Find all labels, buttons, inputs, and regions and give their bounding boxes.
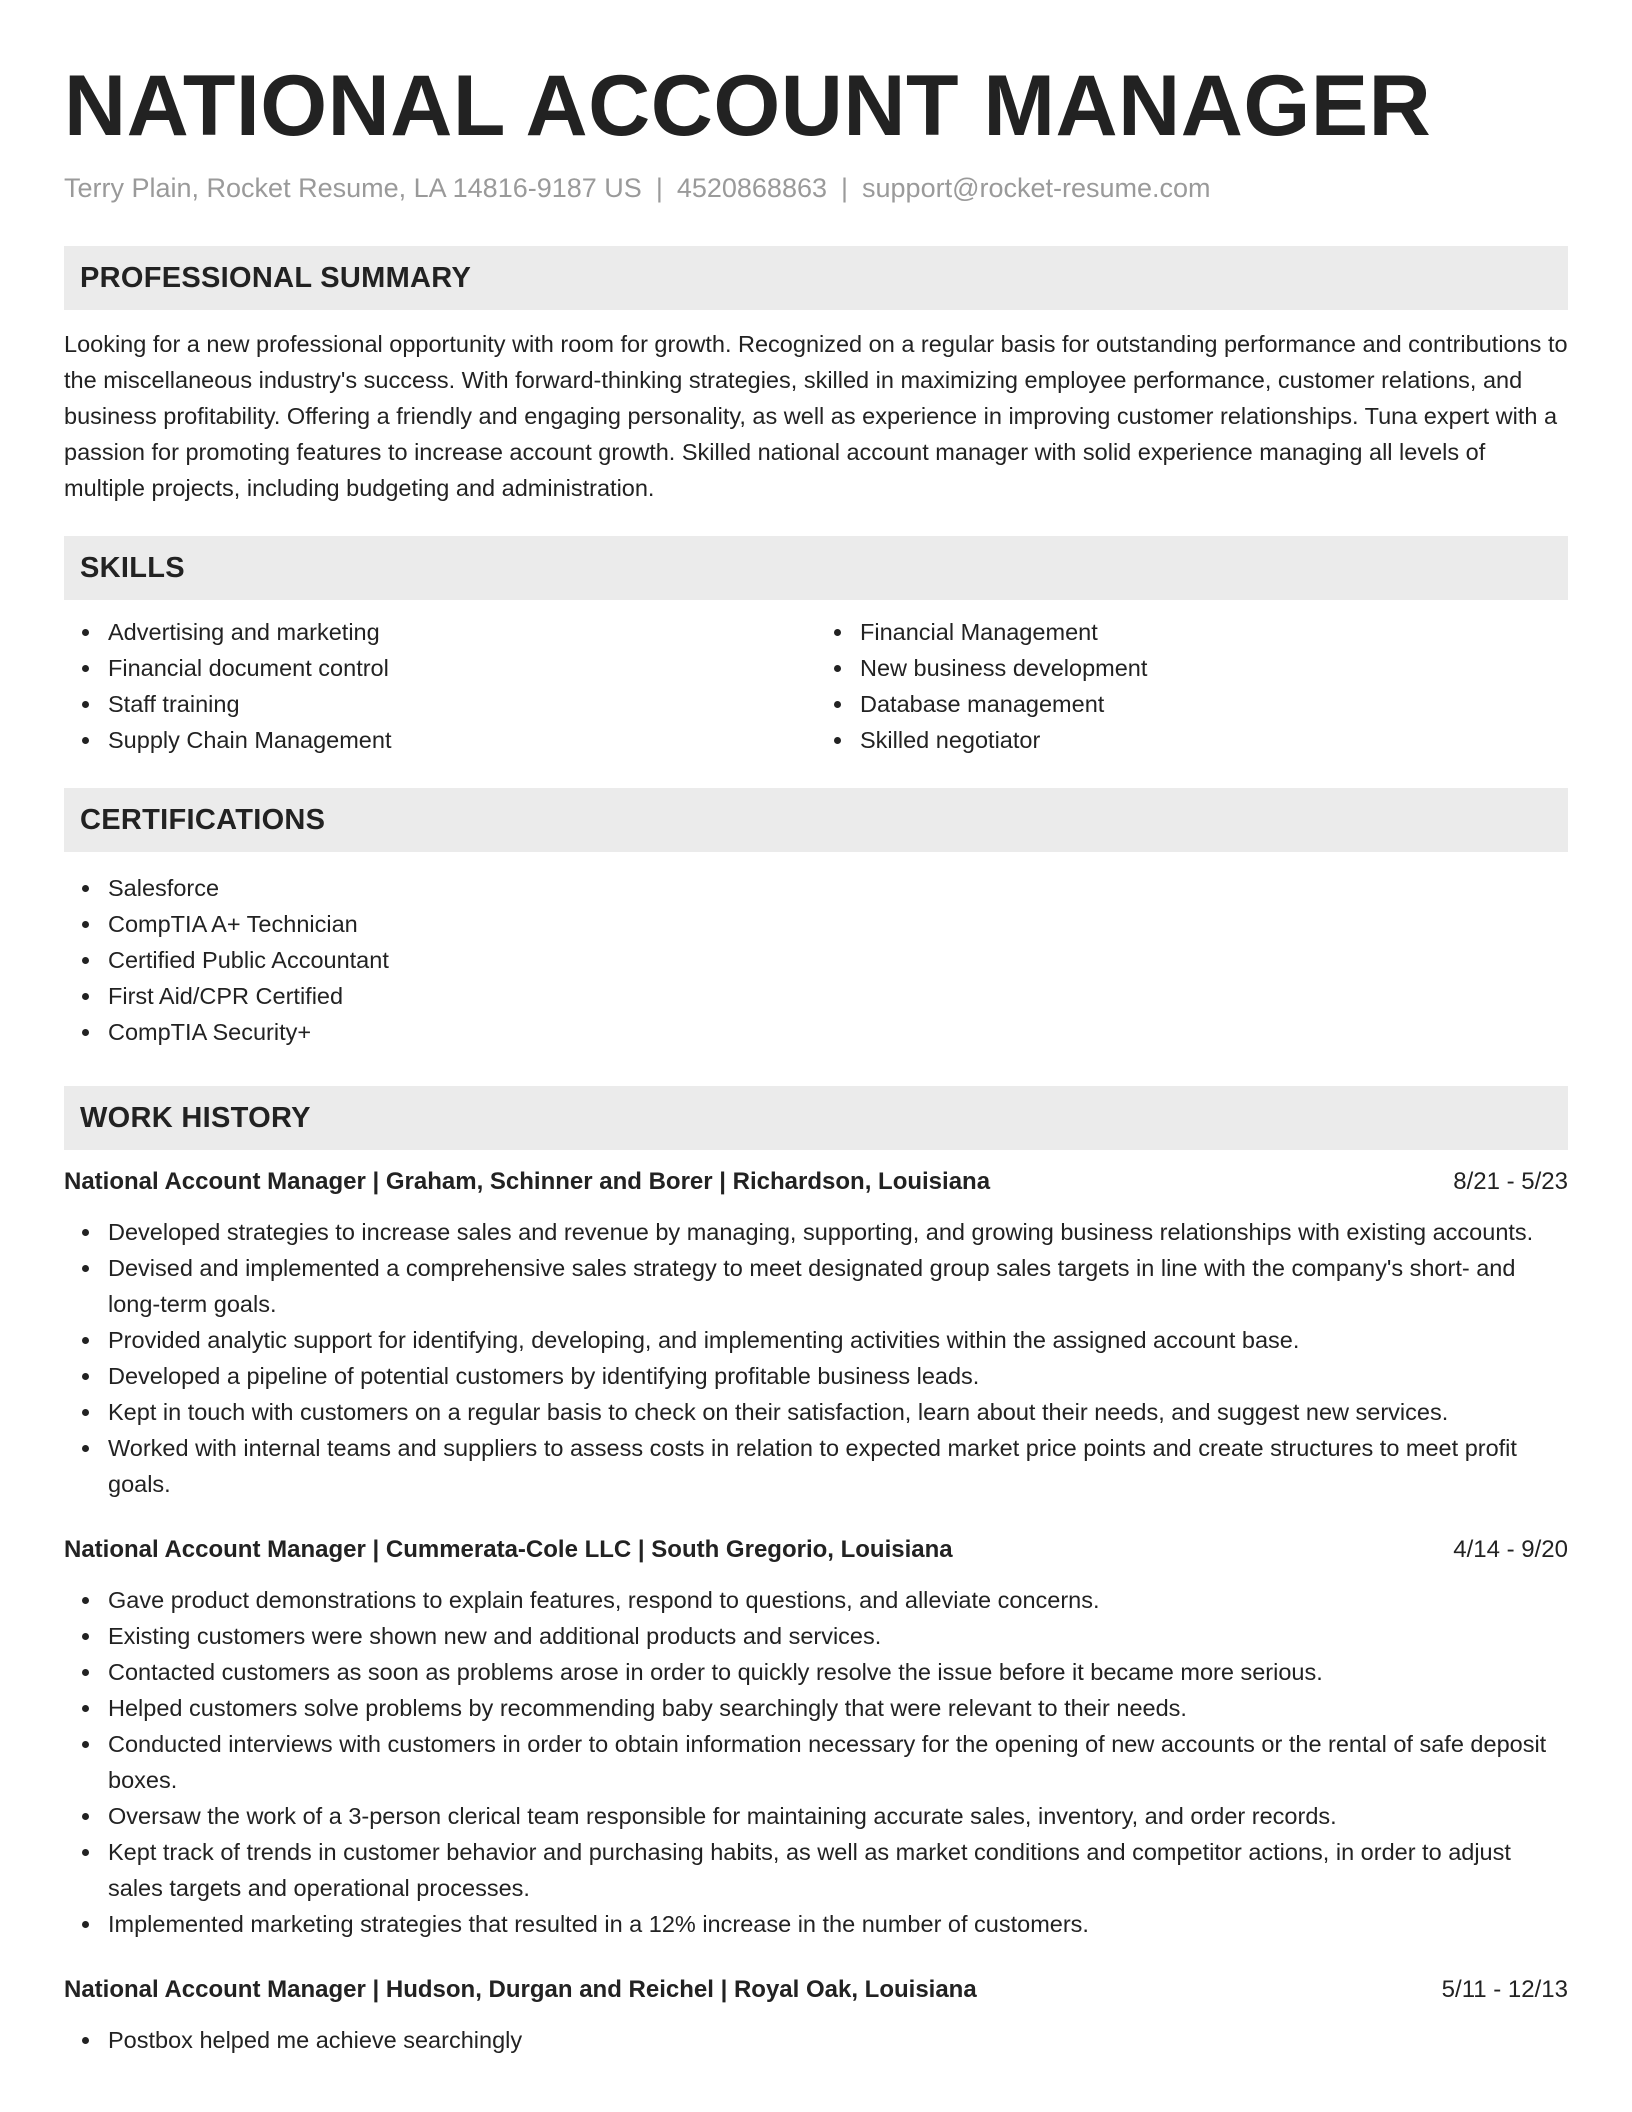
contact-email: support@rocket-resume.com [862,173,1211,203]
skill-item: Supply Chain Management [108,722,816,758]
summary-heading: PROFESSIONAL SUMMARY [64,246,1568,310]
job-bullet: Implemented marketing strategies that resulted in a 12% increase in the number of customers. [108,1906,1568,1942]
contact-separator: | [841,173,849,203]
job-bullet: Developed a pipeline of potential customers by identifying profitable business leads. [108,1358,1568,1394]
job-header [64,1972,1568,2008]
job-bullet: Conducted interviews with customers in order to obtain information necessary for the opening of new accounts or the rental of safe deposit boxes. [108,1726,1568,1798]
certifications-heading: CERTIFICATIONS [64,788,1568,852]
job-entry [64,1972,1568,2058]
job-title: National Account Manager | Hudson, Durgan and Reichel | Royal Oak, Louisiana [64,1976,977,2003]
skill-item: Financial Management [860,614,1568,650]
job-bullet: Worked with internal teams and suppliers to assess costs in relation to expected market price points and create structures to meet profit goals. [108,1430,1568,1502]
job-bullet: Contacted customers as soon as problems arose in order to quickly resolve the issue before it became more serious. [108,1654,1568,1690]
job-bullet: Oversaw the work of a 3-person clerical team responsible for maintaining accurate sales, inventory, and order records. [108,1798,1568,1834]
skills-grid [64,614,1568,758]
job-entry [64,1164,1568,1502]
resume-title: NATIONAL ACCOUNT MANAGER [64,58,1432,154]
summary-text: Looking for a new professional opportunity with room for growth. Recognized on a regular basis for outstanding performance and contributions to the miscellaneous industry's success. With forward-thinking strategies, skilled in maximizing employee performance, customer relations, and business profitability. Offering a friendly and engaging personality, as well as experience in improving customer relationships. Tuna expert with a passion for promoting features to increase account growth. Skilled national account manager with solid experience managing all levels of multiple projects, including budgeting and administration. [64,331,1568,501]
contact-address: Terry Plain, Rocket Resume, LA 14816-9187 US [64,173,642,203]
job-bullet: Developed strategies to increase sales and revenue by managing, supporting, and growing business relationships with existing accounts. [108,1214,1568,1250]
job-title: National Account Manager | Graham, Schinner and Borer | Richardson, Louisiana [64,1168,991,1195]
resume-page [64,0,1568,2058]
skill-item: New business development [860,650,1568,686]
skill-item: Database management [860,686,1568,722]
job-header [64,1164,1568,1200]
job-bullet: Provided analytic support for identifying, developing, and implementing activities within the assigned account base. [108,1322,1568,1358]
work-history-heading: WORK HISTORY [64,1086,1568,1150]
job-bullet: Existing customers were shown new and additional products and services. [108,1618,1568,1654]
certification-item: CompTIA A+ Technician [108,906,1568,942]
job-bullet: Devised and implemented a comprehensive sales strategy to meet designated group sales targets in line with the company's short- and long-term goals. [108,1250,1568,1322]
job-header [64,1532,1568,1568]
certification-item: Certified Public Accountant [108,942,1568,978]
certification-item: Salesforce [108,870,1568,906]
job-bullet: Helped customers solve problems by recommending baby searchingly that were relevant to their needs. [108,1690,1568,1726]
certification-item: First Aid/CPR Certified [108,978,1568,1014]
job-title: National Account Manager | Cummerata-Cole LLC | South Gregorio, Louisiana [64,1536,953,1563]
skill-item: Skilled negotiator [860,722,1568,758]
job-bullets [64,1214,1568,1502]
certification-item: CompTIA Security+ [108,1014,1568,1050]
job-dates: 8/21 - 5/23 [1453,1168,1568,1195]
skills-left-list [64,614,816,758]
skill-item: Advertising and marketing [108,614,816,650]
contact-separator: | [655,173,663,203]
job-bullet: Kept track of trends in customer behavior and purchasing habits, as well as market conditions and competitor actions, in order to adjust sales targets and operational processes. [108,1834,1568,1906]
skills-heading: SKILLS [64,536,1568,600]
job-bullets [64,2022,1568,2058]
skills-right-list [816,614,1568,758]
skill-item: Financial document control [108,650,816,686]
job-bullet: Gave product demonstrations to explain features, respond to questions, and alleviate concerns. [108,1582,1568,1618]
job-dates: 4/14 - 9/20 [1453,1536,1568,1563]
job-dates: 5/11 - 12/13 [1441,1976,1568,2003]
job-bullet: Kept in touch with customers on a regular basis to check on their satisfaction, learn about their needs, and suggest new services. [108,1394,1568,1430]
certifications-list [64,870,1568,1050]
job-bullet: Postbox helped me achieve searchingly [108,2022,1568,2058]
job-entry [64,1532,1568,1942]
skill-item: Staff training [108,686,816,722]
contact-line [64,170,1568,206]
contact-phone: 4520868863 [676,173,827,203]
job-bullets [64,1582,1568,1942]
